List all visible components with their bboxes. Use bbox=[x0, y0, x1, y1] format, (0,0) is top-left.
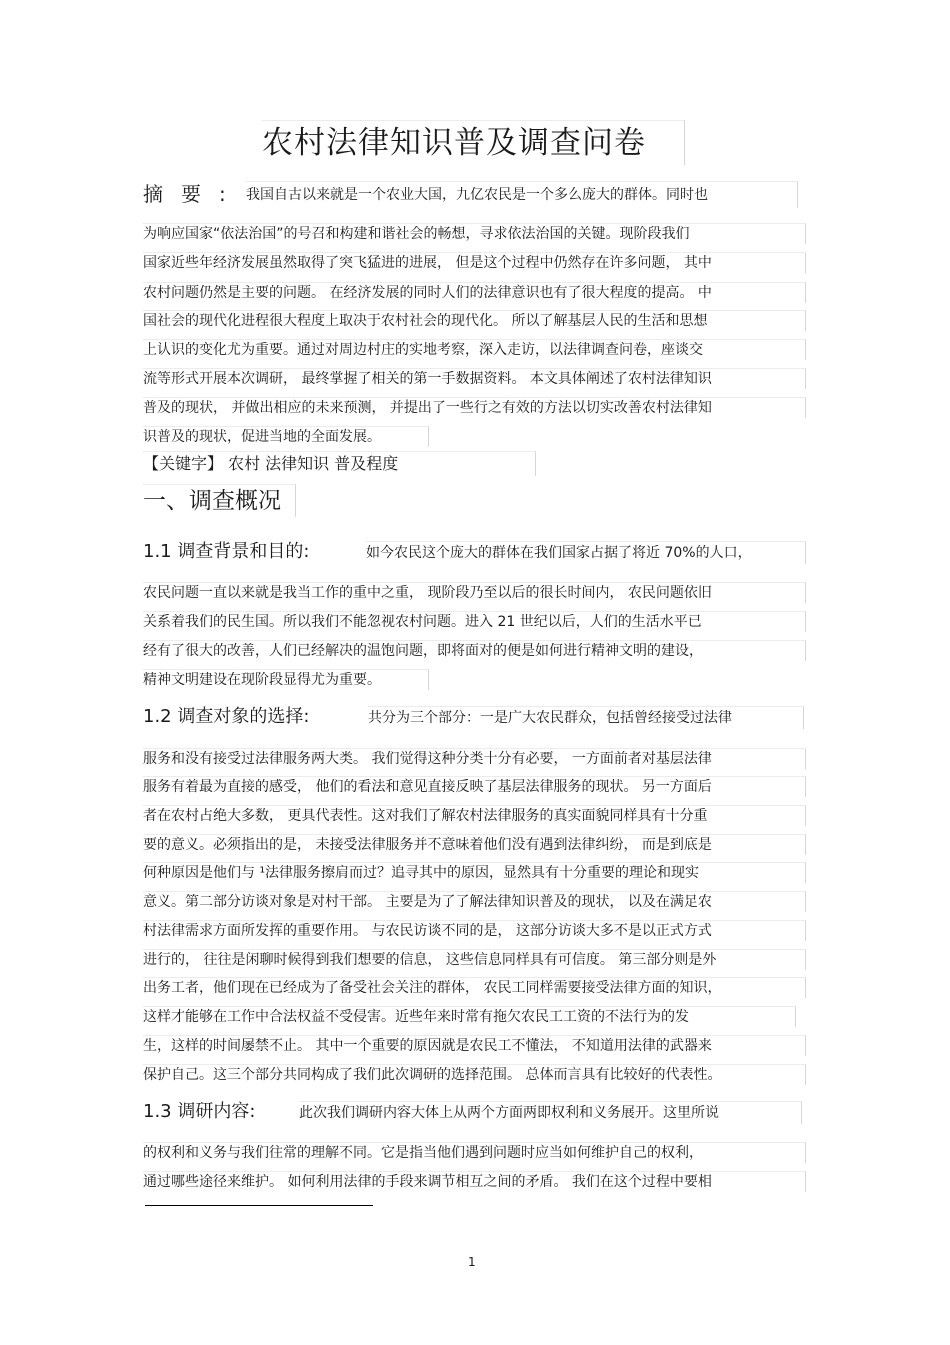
abstract-line-6: 上认识的变化尤为重要。通过对周边村庄的实地考察，深入走访，以法律调查问卷，座谈交 bbox=[143, 339, 806, 360]
s12-line-9: 进行的， 往往是闲聊时候得到我们想要的信息， 这些信息同样具有可信度。 第三部分则是外 bbox=[143, 949, 806, 970]
subsection-1-3-heading: 1.3 调研内容: bbox=[143, 1101, 256, 1122]
abstract-line-9: 识普及的现状，促进当地的全面发展。 bbox=[143, 426, 429, 447]
abstract-label: 摘要: bbox=[143, 182, 244, 206]
s12-line-12: 生，这样的时间屡禁不止。 其中一个重要的原因就是农民工不懂法， 不知道用法律的武器来 bbox=[143, 1035, 806, 1056]
document-title: 农村法律知识普及调查问卷 bbox=[262, 120, 685, 165]
subsection-1-2-heading: 1.2 调查对象的选择: bbox=[143, 706, 310, 727]
s11-line-2: 农民问题一直以来就是我当工作的重中之重， 现阶段乃至以后的很长时间内， 农民问题依旧 bbox=[143, 582, 806, 603]
s13-line-3: 通过哪些途径来维护。 如何利用法律的手段来调节相互之间的矛盾。 我们在这个过程中要相 bbox=[143, 1171, 806, 1192]
s12-line-7: 意义。第二部分访谈对象是对村干部。 主要是为了了解法律知识普及的现状， 以及在满足农 bbox=[143, 891, 806, 912]
keywords-line: 【关键字】 农村 法律知识 普及程度 bbox=[143, 451, 536, 476]
s11-line-3: 关系着我们的民生国。所以我们不能忽视农村问题。进入 21 世纪以后，人们的生活水平已 bbox=[143, 611, 806, 632]
footnote-separator bbox=[145, 1205, 373, 1206]
s12-line-11: 这样才能够在工作中合法权益不受侵害。近些年来时常有拖欠农民工工资的不法行为的发 bbox=[143, 1006, 796, 1027]
abstract-line-5: 国社会的现代化进程很大程度上取决于农村社会的现代化。 所以了解基层人民的生活和思想 bbox=[143, 310, 806, 331]
page-number: 1 bbox=[468, 1255, 476, 1269]
s13-line-1: 此次我们调研内容大体上从两个方面两即权利和义务展开。这里所说 bbox=[299, 1101, 802, 1124]
s13-line-2: 的权利和义务与我们往常的理解不同。它是指当他们遇到问题时应当如何维护自己的权利， bbox=[143, 1142, 806, 1163]
abstract-line-8: 普及的现状， 并做出相应的未来预测， 并提出了一些行之有效的方法以切实改善农村法律知 bbox=[143, 397, 806, 418]
abstract-line-7: 流等形式开展本次调研， 最终掌握了相关的第一手数据资料。 本文具体阐述了农村法律知识 bbox=[143, 368, 806, 389]
s12-line-10: 出务工者，他们现在已经成为了备受社会关注的群体， 农民工同样需要接受法律方面的知识， bbox=[143, 977, 806, 998]
abstract-line-3: 国家近些年经济发展虽然取得了突飞猛进的进展， 但是这个过程中仍然存在许多问题， 其中 bbox=[143, 252, 806, 273]
s12-line-3: 服务有着最为直接的感受， 他们的看法和意见直接反映了基层法律服务的现状。 另一方面后 bbox=[143, 776, 806, 797]
s12-line-6: 何种原因是他们与 ¹法律服务擦肩而过？追寻其中的原因，显然具有十分重要的理论和现实 bbox=[143, 862, 806, 883]
s11-line-4: 经有了很大的改善，人们已经解决的温饱问题，即将面对的便是如何进行精神文明的建设， bbox=[143, 640, 806, 661]
s12-line-8: 村法律需求方面所发挥的重要作用。 与农民访谈不同的是， 这部分访谈大多不是以正式方式 bbox=[143, 920, 806, 941]
section-heading-1: 一、调查概况 bbox=[143, 484, 296, 517]
s11-line-1: 如今农民这个庞大的群体在我们国家占据了将近 70%的人口， bbox=[366, 541, 806, 564]
s11-line-5: 精神文明建设在现阶段显得尤为重要。 bbox=[143, 669, 429, 690]
s12-line-4: 者在农村占绝大多数， 更具代表性。这对我们了解农村法律服务的真实面貌同样具有十分重 bbox=[143, 805, 806, 826]
abstract-line-1: 我国自古以来就是一个农业大国，九亿农民是一个多么庞大的群体。同时也 bbox=[246, 181, 798, 208]
s12-line-2: 服务和没有接受过法律服务两大类。 我们觉得这种分类十分有必要， 一方面前者对基层法律 bbox=[143, 748, 806, 769]
s12-line-5: 要的意义。必须指出的是， 未接受法律服务并不意味着他们没有遇到法律纠纷， 而是到底是 bbox=[143, 834, 806, 855]
s12-line-1: 共分为三个部分：一是广大农民群众，包括曾经接受过法律 bbox=[368, 706, 804, 729]
abstract-line-2: 为响应国家“依法治国”的号召和构建和谐社会的畅想，寻求依法治国的关键。现阶段我们 bbox=[143, 223, 806, 244]
s12-line-13: 保护自己。这三个部分共同构成了我们此次调研的选择范围。 总体而言具有比较好的代表性。 bbox=[143, 1064, 806, 1085]
abstract-line-4: 农村问题仍然是主要的问题。 在经济发展的同时人们的法律意识也有了很大程度的提高。 中 bbox=[143, 282, 806, 303]
subsection-1-1-heading: 1.1 调查背景和目的: bbox=[143, 541, 310, 562]
